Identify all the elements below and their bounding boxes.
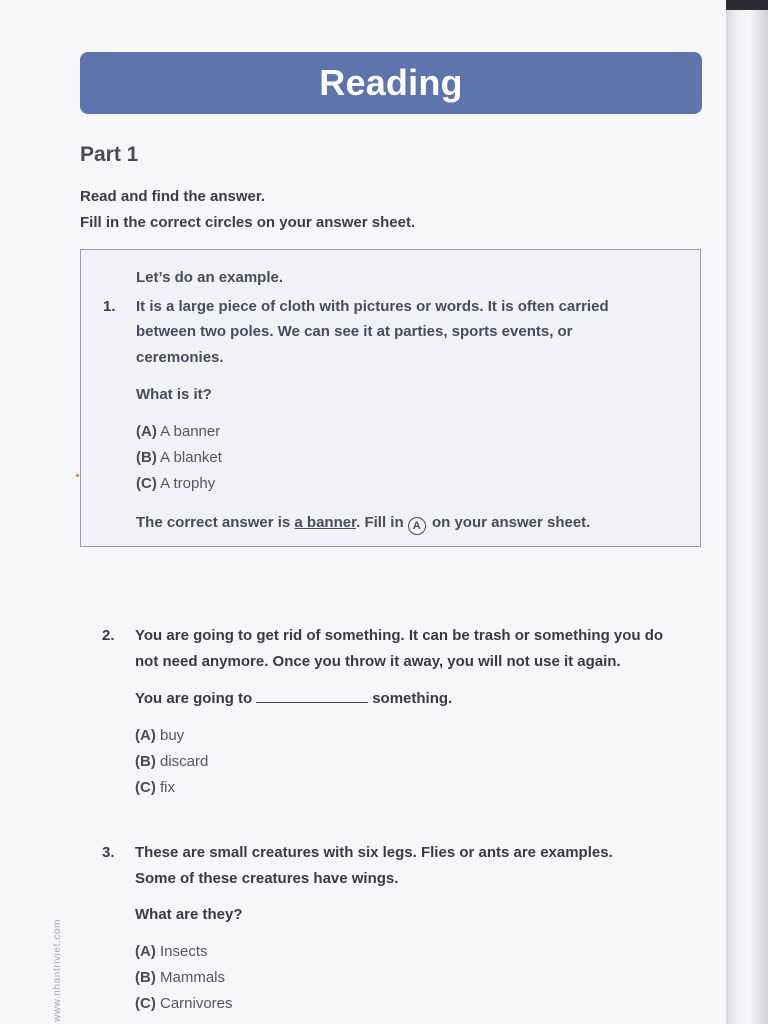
option-text: A trophy — [160, 475, 216, 492]
answer-option — [135, 969, 225, 986]
watermark: www.nhantriviet.com — [52, 918, 63, 1022]
option-letter: (C) — [135, 995, 156, 1012]
option-text: Mammals — [160, 969, 226, 986]
option-text: Insects — [160, 943, 208, 960]
option-text: discard — [160, 753, 209, 770]
option-text: A blanket — [160, 449, 222, 466]
option-letter: (B) — [136, 449, 157, 466]
question-text-line: You are going to get rid of something. It can be trash or something you do — [135, 627, 664, 644]
answer-word: a banner — [294, 514, 357, 531]
question-prompt — [135, 690, 452, 707]
question-text-line: Some of these creatures have wings. — [135, 870, 399, 887]
answer-option — [136, 423, 220, 440]
book-spine-top-edge — [726, 0, 768, 10]
instruction-line-2: Fill in the correct circles on your answer sheet. — [80, 214, 416, 231]
ink-speck — [76, 474, 79, 477]
question-text-line: It is a large piece of cloth with pictures or words. It is often carried — [136, 298, 609, 315]
prompt-after: something. — [372, 690, 453, 707]
question-prompt: What are they? — [135, 906, 243, 923]
option-letter: (B) — [135, 969, 156, 986]
example-box — [80, 249, 701, 547]
option-letter: (A) — [135, 943, 156, 960]
option-letter: (A) — [136, 423, 157, 440]
example-answer-note — [136, 514, 590, 535]
instruction-line-1: Read and find the answer. — [80, 188, 266, 205]
option-text: fix — [160, 779, 175, 796]
question-prompt: What is it? — [136, 386, 212, 403]
answer-mid: . Fill in — [356, 514, 408, 531]
answer-option — [135, 995, 233, 1012]
option-letter: (C) — [136, 475, 157, 492]
answer-option — [136, 475, 215, 492]
prompt-before: You are going to — [135, 690, 253, 707]
example-intro: Let’s do an example. — [136, 269, 283, 286]
question-number: 2. — [102, 627, 115, 644]
answer-option — [135, 943, 208, 960]
question-text-line: ceremonies. — [136, 349, 224, 366]
question-number: 3. — [102, 844, 115, 861]
option-letter: (C) — [135, 779, 156, 796]
answer-option — [135, 753, 208, 770]
option-letter: (B) — [135, 753, 156, 770]
page-title: Reading — [319, 62, 463, 103]
title-banner — [80, 52, 702, 114]
fill-blank — [256, 690, 368, 703]
question-text-line: between two poles. We can see it at parties, sports events, or — [136, 323, 573, 340]
book-spine — [726, 0, 768, 1024]
answer-option — [135, 779, 175, 796]
answer-option — [136, 449, 222, 466]
option-text: Carnivores — [160, 995, 233, 1012]
answer-suffix: on your answer sheet. — [427, 514, 591, 531]
answer-circle-icon: A — [408, 517, 426, 535]
answer-option — [135, 727, 184, 744]
option-letter: (A) — [135, 727, 156, 744]
option-text: buy — [160, 727, 185, 744]
answer-prefix: The correct answer is — [136, 514, 295, 531]
question-text-line: not need anymore. Once you throw it away, you will not use it again. — [135, 653, 621, 670]
option-text: A banner — [160, 423, 221, 440]
part-heading: Part 1 — [80, 143, 139, 166]
question-number: 1. — [103, 298, 116, 315]
question-text-line: These are small creatures with six legs. Flies or ants are examples. — [135, 844, 613, 861]
